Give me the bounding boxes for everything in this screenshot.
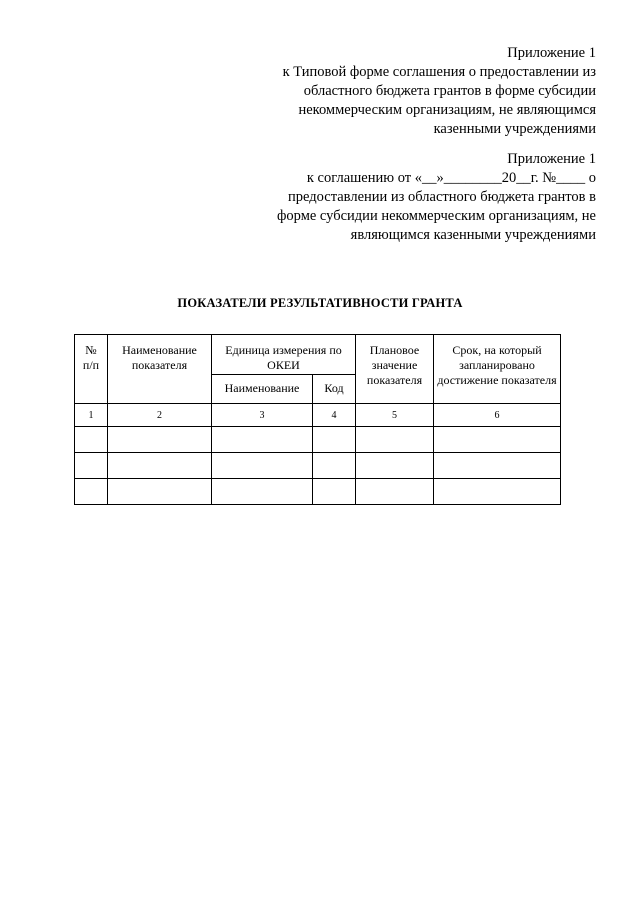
column-number: 1 (75, 404, 108, 427)
header-unit-code-text: Код (324, 381, 344, 395)
column-number-row (75, 404, 561, 427)
header-num-text: № п/п (82, 343, 100, 372)
annex-header-agreement (236, 150, 596, 245)
table-cell[interactable] (212, 479, 313, 505)
annex-line: областного бюджета грантов в форме субсидии (303, 83, 596, 99)
table-cell[interactable] (356, 453, 434, 479)
header-unit-code (313, 375, 356, 404)
annex-line: к Типовой форме соглашения о предоставлении из (282, 64, 596, 80)
table-row (75, 427, 561, 453)
table-cell[interactable] (434, 479, 561, 505)
table-cell[interactable] (108, 453, 212, 479)
column-number: 6 (434, 404, 561, 427)
column-number: 5 (356, 404, 434, 427)
table-row (75, 453, 561, 479)
header-unit-text: Единица измерения по ОКЕИ (225, 343, 342, 372)
table-cell[interactable] (434, 427, 561, 453)
annex-line: некоммерческим организациям, не являющимся (298, 102, 596, 118)
header-planned-text: Плановое значение показателя (366, 343, 423, 387)
table-cell[interactable] (212, 427, 313, 453)
table-cell[interactable] (75, 427, 108, 453)
header-deadline (434, 335, 561, 404)
table-cell[interactable] (313, 479, 356, 505)
header-unit-name-text: Наименование (224, 381, 300, 395)
table-cell[interactable] (313, 427, 356, 453)
table-cell[interactable] (356, 479, 434, 505)
column-number: 3 (212, 404, 313, 427)
table-cell[interactable] (108, 479, 212, 505)
header-name (108, 335, 212, 404)
column-number: 4 (313, 404, 356, 427)
table-cell[interactable] (434, 453, 561, 479)
annex-line: являющимся казенными учреждениями (350, 227, 596, 243)
table-row (75, 479, 561, 505)
table-cell[interactable] (75, 479, 108, 505)
indicators-table (74, 334, 561, 505)
annex-line: к соглашению от «__»________20__г. №____ о (306, 170, 596, 186)
table-cell[interactable] (313, 453, 356, 479)
header-planned (356, 335, 434, 404)
annex-line: форме субсидии некоммерческим организациям, не (277, 208, 596, 224)
table-cell[interactable] (108, 427, 212, 453)
table-cell[interactable] (356, 427, 434, 453)
header-deadline-text: Срок, на который запланировано достижение показателя (437, 343, 557, 387)
annex-line: Приложение 1 (507, 151, 596, 167)
annex-header-template (236, 44, 596, 139)
header-unit-name (212, 375, 313, 404)
table-cell[interactable] (212, 453, 313, 479)
header-name-text: Наименование показателя (122, 343, 197, 372)
column-number: 2 (108, 404, 212, 427)
annex-line: Приложение 1 (507, 45, 596, 61)
table-cell[interactable] (75, 453, 108, 479)
annex-line: казенными учреждениями (433, 121, 596, 137)
document-title: ПОКАЗАТЕЛИ РЕЗУЛЬТАТИВНОСТИ ГРАНТА (177, 296, 463, 310)
annex-line: предоставлении из областного бюджета грантов в (288, 189, 596, 205)
header-num (75, 335, 108, 404)
header-unit (212, 335, 356, 375)
